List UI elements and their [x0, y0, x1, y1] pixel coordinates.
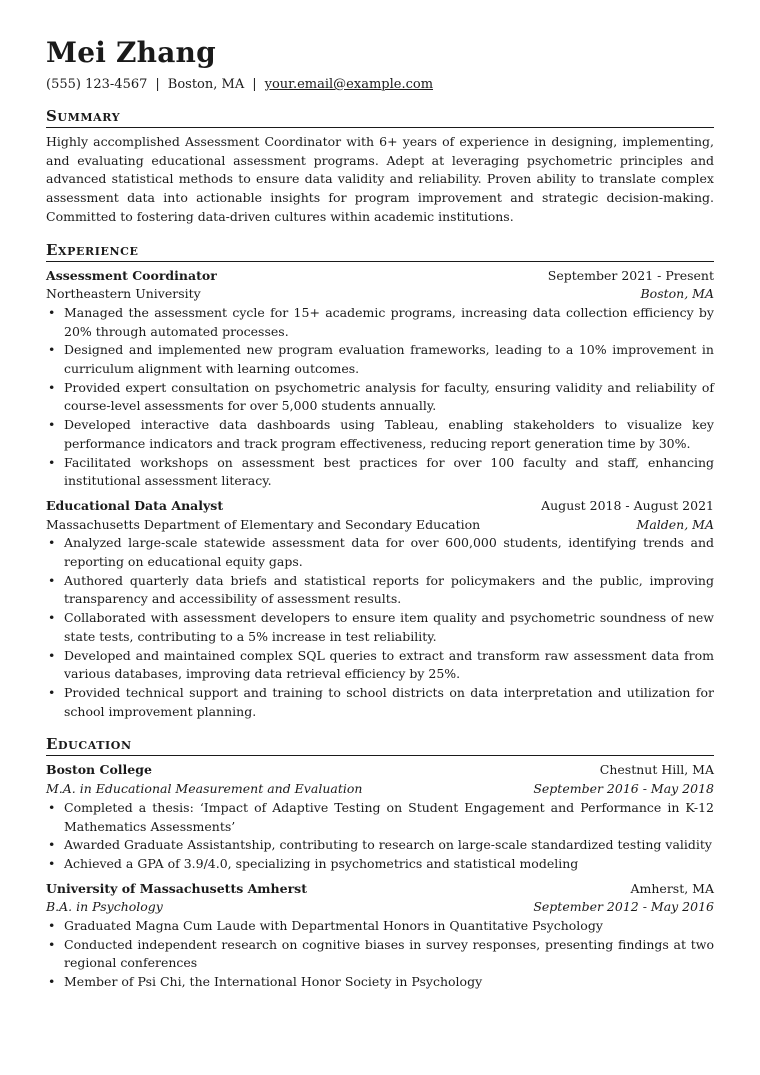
school-row: [46, 880, 714, 899]
email-link[interactable]: your.email@example.com: [264, 77, 434, 92]
job-org-row: [46, 285, 714, 304]
education-entry-boston-college: [46, 761, 714, 873]
degree-row: [46, 898, 714, 917]
contact-location: Boston, MA: [167, 77, 245, 92]
school-name: Boston College: [46, 762, 152, 778]
list-item: • Provided expert consultation on psychometric analysis for faculty, ensuring validity and reliability of course-level assessments for over 5,000 students annually.: [46, 379, 714, 416]
job-bullets: [46, 534, 714, 721]
education-bullets: [46, 799, 714, 874]
list-item: • Graduated Magna Cum Laude with Departmental Honors in Quantitative Psychology: [46, 917, 714, 936]
school-location: Chestnut Hill, MA: [599, 762, 714, 778]
list-item: • Analyzed large-scale statewide assessment data for over 600,000 students, identifying trends and reporting on educational equity gaps.: [46, 534, 714, 571]
degree-row: [46, 780, 714, 799]
list-item: • Managed the assessment cycle for 15+ academic programs, increasing data collection efficiency by 20% through automated processes.: [46, 304, 714, 341]
job-dates: August 2018 - August 2021: [541, 497, 714, 513]
school-name: University of Massachusetts Amherst: [46, 880, 307, 896]
job-title-row: [46, 497, 714, 516]
job-role: Educational Data Analyst: [46, 497, 224, 513]
candidate-name: Mei Zhang: [46, 36, 216, 69]
contact-line: [46, 76, 714, 94]
list-item: • Collaborated with assessment developers to ensure item quality and psychometric soundness of new state tests, contributing to a 5% increase in test reliability.: [46, 609, 714, 646]
job-role: Assessment Coordinator: [46, 267, 217, 283]
job-title-row: [46, 267, 714, 286]
list-item: • Provided technical support and training to school districts on data interpretation and utilization for school improvement planning.: [46, 684, 714, 721]
job-dates: September 2021 - Present: [547, 267, 714, 283]
list-item: • Awarded Graduate Assistantship, contributing to research on large-scale standardized testing validity: [46, 836, 714, 855]
job-org-row: [46, 516, 714, 535]
education-heading: Education: [46, 734, 714, 756]
job-entry-educational-data-analyst: [46, 497, 714, 721]
summary-text: Highly accomplished Assessment Coordinator with 6+ years of experience in designing, implementing, and evaluating educational assessment programs. Adept at leveraging psychometric principles and advanced statistical methods to ensure data validity and reliability. Proven ability to translate complex assessment data into actionable insights for program improvement and strategic decision-making. Committed to fostering data-driven cultures within academic institutions.: [46, 134, 714, 224]
degree-dates: September 2016 - May 2018: [533, 781, 714, 797]
job-bullets: [46, 304, 714, 491]
list-item: • Conducted independent research on cognitive biases in survey responses, presenting findings at two regional conferences: [46, 936, 714, 973]
list-item: • Developed interactive data dashboards using Tableau, enabling stakeholders to visualize key performance indicators and track program effectiveness, reducing report generation time by 30%.: [46, 416, 714, 453]
degree-dates: September 2012 - May 2016: [533, 899, 714, 915]
contact-separator: |: [252, 77, 257, 92]
job-organization: Northeastern University: [46, 286, 201, 302]
phone-number: (555) 123-4567: [46, 77, 148, 92]
list-item: • Member of Psi Chi, the International Honor Society in Psychology: [46, 973, 714, 992]
education-bullets: [46, 917, 714, 992]
list-item: • Completed a thesis: ‘Impact of Adaptive Testing on Student Engagement and Performance in K-12 Mathematics Assessments’: [46, 799, 714, 836]
summary-heading: Summary: [46, 106, 714, 128]
job-organization: Massachusetts Department of Elementary and Secondary Education: [46, 516, 481, 532]
degree-name: M.A. in Educational Measurement and Evaluation: [46, 781, 363, 797]
job-entry-assessment-coordinator: [46, 267, 714, 491]
list-item: • Achieved a GPA of 3.9/4.0, specializing in psychometrics and statistical modeling: [46, 855, 714, 874]
school-row: [46, 761, 714, 780]
experience-heading: Experience: [46, 240, 714, 262]
school-location: Amherst, MA: [630, 880, 714, 896]
degree-name: B.A. in Psychology: [46, 899, 163, 915]
list-item: • Authored quarterly data briefs and statistical reports for policymakers and the public, improving transparency and accessibility of assessment results.: [46, 572, 714, 609]
list-item: • Designed and implemented new program evaluation frameworks, leading to a 10% improvement in curriculum alignment with learning outcomes.: [46, 341, 714, 378]
contact-separator: |: [155, 77, 160, 92]
job-location: Boston, MA: [640, 286, 714, 302]
job-location: Malden, MA: [636, 516, 714, 532]
resume-page: [46, 36, 714, 992]
list-item: • Facilitated workshops on assessment best practices for over 100 faculty and staff, enhancing institutional assessment literacy.: [46, 454, 714, 491]
list-item: • Developed and maintained complex SQL queries to extract and transform raw assessment data from various databases, improving data retrieval efficiency by 25%.: [46, 647, 714, 684]
education-entry-umass-amherst: [46, 880, 714, 992]
